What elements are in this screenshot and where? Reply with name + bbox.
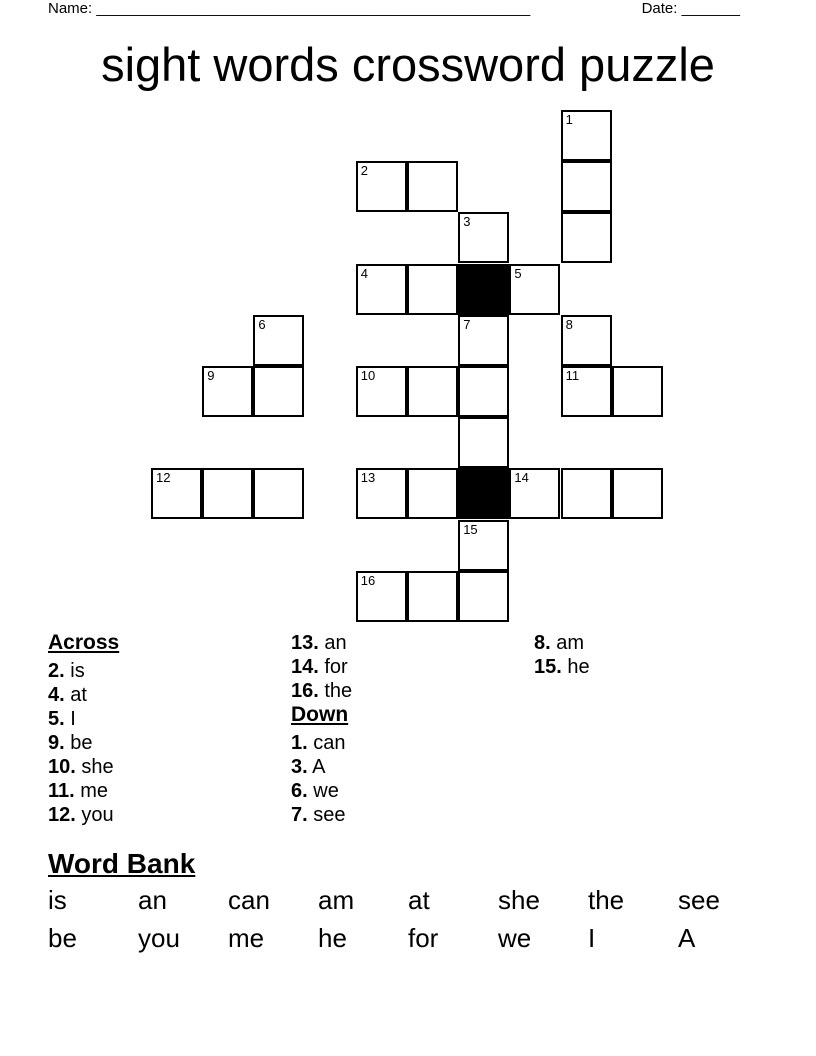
clue-number: 5 xyxy=(514,265,522,281)
crossword-cell[interactable] xyxy=(458,520,509,571)
crossword-cell[interactable] xyxy=(458,315,509,366)
clue-number: 5. xyxy=(48,708,65,730)
name-line: ____________________________________________________ xyxy=(96,0,531,17)
clue-number: 15 xyxy=(463,521,478,537)
crossword-cell[interactable] xyxy=(407,264,458,315)
clue-number: 11. xyxy=(48,780,75,802)
clue-text: she xyxy=(75,756,114,778)
clue-text: me xyxy=(74,780,109,802)
word-bank-word: an xyxy=(138,885,167,915)
clue-text: am xyxy=(550,632,585,654)
clue-number: 9 xyxy=(207,368,215,383)
clue-text: we xyxy=(307,780,339,802)
clue-item xyxy=(291,779,352,803)
clue-number: 7 xyxy=(463,316,471,332)
date-line: _______ xyxy=(681,0,740,17)
word-bank-word: she xyxy=(498,885,540,915)
crossword-block-cell xyxy=(458,468,509,519)
clue-number: 6 xyxy=(258,316,266,332)
crossword-cell[interactable] xyxy=(253,366,304,417)
clue-number: 4. xyxy=(48,684,65,706)
crossword-cell[interactable] xyxy=(458,212,509,263)
word-bank-word: he xyxy=(318,923,347,953)
down-heading: Down xyxy=(291,703,349,726)
clue-number: 16 xyxy=(360,572,376,588)
clue-number: 10. xyxy=(48,756,76,778)
crossword-cell[interactable] xyxy=(407,161,458,212)
clue-item xyxy=(48,683,119,707)
word-bank-word: A xyxy=(678,923,696,953)
clue-number: 10 xyxy=(360,368,376,383)
crossword-cell[interactable] xyxy=(509,264,560,315)
clue-number: 2 xyxy=(360,163,369,179)
word-bank-word: am xyxy=(318,885,355,915)
word-bank-word: I xyxy=(588,923,596,953)
clue-number: 4 xyxy=(360,265,369,281)
word-bank-word: be xyxy=(48,923,77,953)
crossword-cell[interactable] xyxy=(561,366,612,417)
page-title: sight words crossword puzzle xyxy=(101,38,715,91)
clue-item xyxy=(534,655,590,679)
word-bank-title: Word Bank xyxy=(48,848,196,879)
word-bank-word: we xyxy=(498,923,532,953)
word-bank-word: can xyxy=(228,885,270,915)
crossword-cell[interactable] xyxy=(612,468,663,519)
clues-column-1 xyxy=(48,631,119,827)
word-bank-word: me xyxy=(228,923,265,953)
clue-item xyxy=(48,659,119,683)
crossword-cell[interactable] xyxy=(407,468,458,519)
crossword-cell[interactable] xyxy=(561,110,612,161)
crossword-cell[interactable] xyxy=(253,468,304,519)
clue-item xyxy=(291,679,352,703)
clue-text: A xyxy=(307,756,326,778)
clue-text: the xyxy=(318,680,353,702)
clue-number: 7. xyxy=(291,804,308,826)
clue-number: 11 xyxy=(565,368,580,383)
clue-number: 1 xyxy=(565,112,573,127)
clue-number: 15. xyxy=(534,656,562,678)
clue-item xyxy=(291,755,352,779)
clue-number: 14. xyxy=(291,656,319,678)
clue-number: 13. xyxy=(291,632,319,654)
clue-item xyxy=(291,803,352,827)
crossword-cell[interactable] xyxy=(458,571,509,622)
crossword-cell[interactable] xyxy=(253,315,304,366)
crossword-cell[interactable] xyxy=(202,468,253,519)
clue-item xyxy=(48,755,119,779)
name-label: Name: xyxy=(48,0,93,17)
crossword-cell[interactable] xyxy=(561,315,612,366)
clue-item xyxy=(291,731,352,755)
clues-column-2 xyxy=(291,631,352,827)
crossword-cell[interactable] xyxy=(458,366,509,417)
clue-item xyxy=(48,803,119,827)
clue-text: I xyxy=(64,708,76,730)
clue-item xyxy=(48,731,119,755)
crossword-cell[interactable] xyxy=(356,468,407,519)
clues-column-3 xyxy=(534,631,590,679)
clue-number: 1. xyxy=(291,732,308,754)
clue-text: he xyxy=(561,656,590,678)
crossword-cell[interactable] xyxy=(561,212,612,263)
clue-text: see xyxy=(307,804,346,826)
crossword-cell[interactable] xyxy=(561,468,612,519)
clue-number: 3 xyxy=(463,214,471,230)
crossword-cell[interactable] xyxy=(407,571,458,622)
crossword-cell[interactable] xyxy=(509,468,560,519)
crossword-cell[interactable] xyxy=(458,417,509,468)
word-bank-word: for xyxy=(408,923,439,953)
word-bank-word: you xyxy=(138,923,180,953)
clue-item xyxy=(291,655,352,679)
clue-number: 16. xyxy=(291,680,319,702)
clue-number: 9. xyxy=(48,732,65,754)
clue-number: 12 xyxy=(156,470,171,486)
clue-number: 14 xyxy=(514,470,529,486)
clue-item xyxy=(534,631,590,655)
crossword-cell[interactable] xyxy=(561,161,612,212)
crossword-block-cell xyxy=(458,264,509,315)
crossword-cell[interactable] xyxy=(407,366,458,417)
crossword-cell[interactable] xyxy=(151,468,202,519)
clue-number: 8. xyxy=(534,632,551,654)
crossword-cell[interactable] xyxy=(356,161,407,212)
crossword-cell[interactable] xyxy=(356,571,407,622)
crossword-cell[interactable] xyxy=(202,366,253,417)
clue-text: for xyxy=(318,656,348,678)
crossword-cell[interactable] xyxy=(356,366,407,417)
word-bank-word: see xyxy=(678,885,720,915)
crossword-cell[interactable] xyxy=(612,366,663,417)
across-heading: Across xyxy=(48,631,120,654)
clue-number: 3. xyxy=(291,756,308,778)
date-label: Date: xyxy=(641,0,678,17)
clue-item xyxy=(48,779,119,803)
clue-text: be xyxy=(64,732,93,754)
clue-text: you xyxy=(75,804,114,826)
clue-text: can xyxy=(307,732,346,754)
clue-number: 13 xyxy=(360,470,376,486)
word-bank-word: the xyxy=(588,885,625,915)
clue-item xyxy=(48,707,119,731)
clue-number: 6. xyxy=(291,780,308,802)
crossword-cell[interactable] xyxy=(356,264,407,315)
word-bank-word: is xyxy=(48,885,67,915)
clue-number: 2. xyxy=(48,660,65,682)
clue-text: an xyxy=(318,632,347,654)
clue-item xyxy=(291,631,352,655)
word-bank-word: at xyxy=(408,885,430,915)
clue-text: at xyxy=(64,684,87,706)
clue-text: is xyxy=(64,660,85,682)
clue-number: 8 xyxy=(565,316,573,332)
clue-number: 12. xyxy=(48,804,76,826)
